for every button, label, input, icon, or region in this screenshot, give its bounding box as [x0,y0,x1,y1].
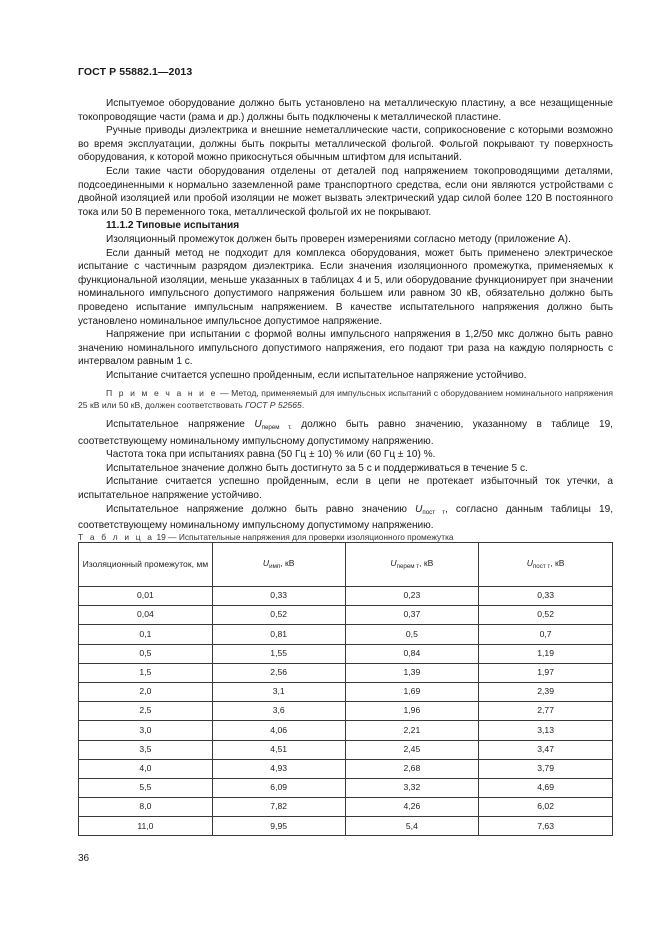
table-cell: 5,5 [79,778,213,797]
table-cell: 1,55 [212,644,345,663]
paragraph: Если такие части оборудования отделены от деталей под напряжением токопроводящими деталями, подсоединенными к нормально заземленной раме транспортного средства, если они являются устройствами с двойной изоляцией или пробой изоляции не может вызвать электрический удар силой более 120 В постоянного тока или 50 В переменного тока, металлической фольгой их не покрывают. [78,165,613,218]
table-cell: 2,45 [345,740,479,759]
note-reference: ГОСТ Р 52565 [245,400,302,411]
table-cell: 4,06 [212,721,345,740]
table-cell: 0,23 [345,587,479,606]
note-text: — Метод, применяемый для импульсных испытаний с оборудованием номинального напряжения 25 кВ или 50 кВ, должен соответствовать [78,388,613,411]
table-cell: 3,79 [479,759,613,778]
header-symbol: U [526,557,533,568]
table-cell: 4,0 [79,759,213,778]
table-cell: 0,33 [212,587,345,606]
table-cell: 0,5 [345,625,479,644]
table-cell: 2,39 [479,682,613,701]
paragraph: Испытание считается успешно пройденным, если в цепи не протекает избыточный ток утечки, а испытательное напряжение устойчиво. [78,476,613,502]
table-cell: 11,0 [79,817,213,836]
table-cell: 4,26 [345,798,479,817]
table-row [79,798,613,817]
paragraph-text: Испытательное напряжение [106,419,255,431]
table-cell: 0,33 [479,587,613,606]
paragraph: Ручные приводы диэлектрика и внешние неметаллические части, соприкосновение с которыми возможно во время эксплуатации, должны быть покрыты металлической фольгой. Фольгой покрывают ту поверхность оборудования, к которой можно прикоснуться обычным штифтом для испытаний. [78,125,613,164]
header-subscript: пост т [532,562,551,570]
note-label: П р и м е ч а н и е [106,388,218,399]
table-cell: 3,5 [79,740,213,759]
voltage-symbol: U [254,419,262,431]
table-row [79,721,613,740]
table-cell: 2,68 [345,759,479,778]
table-cell: 0,81 [212,625,345,644]
table-cell: 0,5 [79,644,213,663]
table-row [79,606,613,625]
table-cell: 0,7 [479,625,613,644]
paragraph: Частота тока при испытаниях равна (50 Гц ± 10) % или (60 Гц ± 10) %. [106,449,436,461]
table-cell: 7,63 [479,817,613,836]
table-caption-label: Т а б л и ц а [78,532,155,542]
table-cell: 0,37 [345,606,479,625]
paragraph: Изоляционный промежуток должен быть проверен измерениями согласно методу (приложение А). [106,233,571,245]
table-cell: 8,0 [79,798,213,817]
paragraph: Напряжение при испытании с формой волны импульсного напряжения в 1,2/50 мкс должно быть равно значению номинального импульсного допустимого напряжения, его подают три раза на каждую полярность с интервалом равным 1 с. [78,329,613,368]
table-cell: 3,13 [479,721,613,740]
header-u-dc [479,543,613,587]
voltage-subscript: перем т. [261,424,292,432]
table-cell: 3,1 [212,682,345,701]
table-cell: 1,96 [345,702,479,721]
voltage-symbol: U [415,503,423,515]
table-cell: 3,6 [212,702,345,721]
paragraph-text: Испытательное напряжение должно быть равно значению [106,503,416,515]
document-code: ГОСТ Р 55882.1—2013 [78,66,193,78]
table-cell: 0,52 [479,606,613,625]
header-u-imp [212,543,345,587]
voltage-table [78,542,613,836]
table-caption-text: 19 — Испытательные напряжения для проверки изоляционного промежутка [154,532,454,542]
paragraph: Если данный метод не подходит для комплекса оборудования, может быть применено электрическое испытание с частичным разрядом диэлектрика. Если значения изоляционного промежутка, применяемых к функциональной изоляции, меньше указанных в таблицах 4 и 5, или оборудование функционирует при значении номинального импульсного допустимого напряжения большем или равном 30 кВ, обязательно должно быть проведено испытание импульсным напряжением. В качестве испытательного напряжения должно быть установлено номинальное импульсное допустимое напряжение. [78,247,613,327]
section-title: 11.1.2 Типовые испытания [106,220,240,232]
table-row [79,740,613,759]
table-cell: 0,1 [79,625,213,644]
table-cell: 2,0 [79,682,213,701]
table-cell: 0,04 [79,606,213,625]
table-row [79,778,613,797]
table-cell: 1,39 [345,663,479,682]
header-subscript: перем т [396,562,420,570]
document-body [78,97,613,533]
table-cell: 7,82 [212,798,345,817]
table-cell: 3,47 [479,740,613,759]
paragraph [78,418,613,448]
table-body [79,587,613,836]
paragraph: Испытание считается успешно пройденным, если испытательное напряжение устойчиво. [106,369,527,381]
table-header-row [79,543,613,587]
table-cell: 1,19 [479,644,613,663]
header-unit: , кВ [280,557,295,568]
paragraph-text: , согласно данным таблицы 19, соответствующему номинальному импульсному допустимому напряжению. [78,503,613,532]
header-unit: , кВ [550,557,565,568]
table-cell: 0,01 [79,587,213,606]
header-symbol: U [262,557,270,568]
paragraph: Испытуемое оборудование должно быть установлено на металлическую пластину, а все незащищенные токопроводящие части (рама и др.) должны быть подключены к металлической пластине. [78,98,613,123]
table-cell: 0,52 [212,606,345,625]
table-cell: 4,69 [479,778,613,797]
table-cell: 2,5 [79,702,213,721]
table-cell: 4,51 [212,740,345,759]
table-cell: 3,32 [345,778,479,797]
page-number: 36 [78,853,90,864]
table-row [79,682,613,701]
table-row [79,663,613,682]
header-u-ac [345,543,479,587]
table-cell: 2,56 [212,663,345,682]
paragraph: Испытательное значение должно быть достигнуто за 5 с и поддерживаться в течение 5 с. [106,462,528,474]
header-gap: Изоляционный промежуток, мм [79,543,213,587]
table-row [79,759,613,778]
table-cell: 0,84 [345,644,479,663]
voltage-subscript: пост т [422,508,445,516]
table-cell: 4,93 [212,759,345,778]
table-row [79,625,613,644]
table-cell: 9,95 [212,817,345,836]
table-cell: 6,09 [212,778,345,797]
note-end: . [301,400,305,411]
table-row [79,817,613,836]
table-cell: 1,69 [345,682,479,701]
table-cell: 5,4 [345,817,479,836]
paragraph [78,503,613,533]
paragraph-text: должно быть равно значению, указанному в таблице 19, соответствующему номинальному импульсному допустимому напряжению. [78,419,613,447]
table-cell: 2,77 [479,702,613,721]
table-cell: 2,21 [345,721,479,740]
header-unit: , кВ [419,557,434,568]
table-cell: 3,0 [79,721,213,740]
header-symbol: U [390,557,397,568]
table-cell: 6,02 [479,798,613,817]
note [78,388,613,412]
table-row [79,644,613,663]
table-cell: 1,5 [79,663,213,682]
table-row [79,702,613,721]
header-subscript: имп [269,562,281,570]
table-cell: 1,97 [479,663,613,682]
table-row [79,587,613,606]
